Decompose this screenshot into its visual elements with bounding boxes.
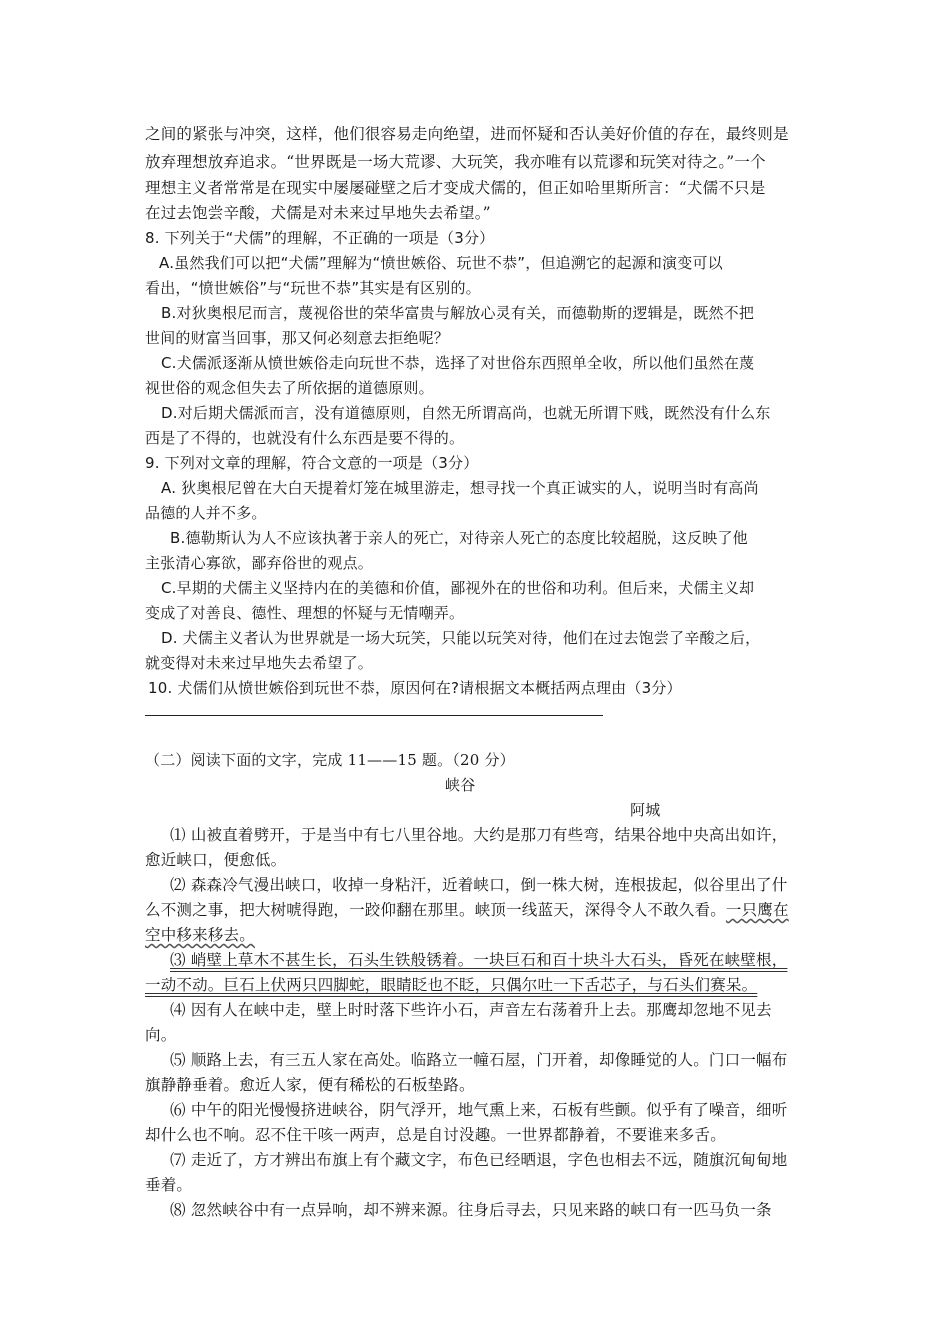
passage-line: 理想主义者常常是在现实中屡屡碰壁之后才变成犬儒的，但正如哈里斯所言：“犬儒不只是 <box>145 179 766 197</box>
question-9-option-a-cont: 品德的人并不多。 <box>145 504 267 522</box>
answer-line <box>145 715 603 716</box>
paragraph-6-cont: 却什么也不响。忍不住干咳一两声，总是自讨没趣。一世界都静着，不要谁来多舌。 <box>145 1126 726 1144</box>
paragraph-2-cont <box>145 900 789 920</box>
question-8-option-c-cont: 视世俗的观念但失去了所依据的道德原则。 <box>145 379 434 397</box>
paragraph-5: ⑸ 顺路上去，有三五人家在高处。临路立一幢石屋，门开着，却像睡觉的人。门口一幅布 <box>170 1051 788 1069</box>
wavy-underlined-text: 空中移来移去。 <box>145 926 255 944</box>
question-9-stem: 9. 下列对文章的理解，符合文意的一项是（3分） <box>145 454 479 472</box>
question-9-option-d: D. 犬儒主义者认为世界就是一场大玩笑，只能以玩笑对待，他们在过去饱尝了辛酸之后， <box>161 629 761 647</box>
passage-line: 放弃理想放弃追求。“世界既是一场大荒谬、大玩笑，我亦唯有以荒谬和玩笑对待之。”一个 <box>145 153 766 171</box>
question-9-option-d-cont: 就变得对未来过早地失去希望了。 <box>145 654 374 672</box>
question-9-option-c-cont: 变成了对善良、德性、理想的怀疑与无情嘲弄。 <box>145 604 465 622</box>
question-8-option-a-cont: 看出，“愤世嫉俗”与“玩世不恭”其实是有区别的。 <box>145 279 481 297</box>
wavy-underlined-text: 一只鹰在 <box>725 901 789 919</box>
paragraph-1: ⑴ 山被直着劈开，于是当中有七八里谷地。大约是那刀有些弯，结果谷地中央高出如许， <box>170 826 788 844</box>
question-9-option-b-cont: 主张清心寡欲，鄙弃俗世的观点。 <box>145 554 374 572</box>
question-9-option-a: A. 狄奥根尼曾在大白天提着灯笼在城里游走，想寻找一个真正诚实的人，说明当时有高尚 <box>161 479 759 497</box>
paragraph-1-cont: 愈近峡口，便愈低。 <box>145 851 287 869</box>
paragraph-3 <box>170 950 787 970</box>
paragraph-5-cont: 旗静静垂着。愈近人家，便有稀松的石板垫路。 <box>145 1076 475 1094</box>
question-8-option-c: C.犬儒派逐渐从愤世嫉俗走向玩世不恭，选择了对世俗东西照单全收，所以他们虽然在蔑 <box>161 354 755 372</box>
double-underlined-text: 一动不动。巨石上伏两只四脚蛇，眼睛眨也不眨，只偶尔吐一下舌芯子，与石头们赛呆。 <box>145 976 758 994</box>
question-8-stem: 8. 下列关于“犬儒”的理解，不正确的一项是（3分） <box>145 229 495 247</box>
question-8-option-d-cont: 西是了不得的，也就没有什么东西是要不得的。 <box>145 429 465 447</box>
question-8-option-a: A.虽然我们可以把“犬儒”理解为“愤世嫉俗、玩世不恭”，但追溯它的起源和演变可以 <box>159 254 723 272</box>
question-8-option-b-cont: 世间的财富当回事，那又何必刻意去拒绝呢？ <box>145 329 450 347</box>
question-9-option-b: B.德勒斯认为人不应该执著于亲人的死亡，对待亲人死亡的态度比较超脱，这反映了他 <box>170 529 748 547</box>
paragraph-4-cont: 向。 <box>145 1026 177 1044</box>
paragraph-2: ⑵ 森森冷气漫出峡口，收掉一身粘汗，近着峡口，倒一株大树，连根拔起，似谷里出了什 <box>170 876 788 894</box>
section-2-intro: （二）阅读下面的文字，完成 11——15 题。（20 分） <box>145 751 515 769</box>
passage-line: 之间的紧张与冲突，这样，他们很容易走向绝望，进而怀疑和否认美好价值的存在，最终则是 <box>145 125 789 143</box>
question-10-stem: 10. 犬儒们从愤世嫉俗到玩世不恭，原因何在?请根据文本概括两点理由（3分） <box>148 679 682 697</box>
paragraph-2-text: 么不测之事，把大树唬得跑，一跤仰翻在那里。峡顶一线蓝天，深得令人不敢久看。 <box>145 901 726 919</box>
question-8-option-d: D.对后期犬儒派而言，没有道德原则，自然无所谓高尚，也就无所谓下贱，既然没有什么东 <box>161 404 771 422</box>
passage-line: 在过去饱尝辛酸，犬儒是对未来过早地失去希望。” <box>145 204 491 222</box>
paragraph-4: ⑷ 因有人在峡中走，壁上时时落下些许小石，声音左右荡着升上去。那鹰却忽地不见去 <box>170 1001 772 1019</box>
story-author: 阿城 <box>630 801 661 819</box>
paragraph-8: ⑻ 忽然峡谷中有一点异响，却不辨来源。往身后寻去，只见来路的峡口有一匹马负一条 <box>170 1201 772 1219</box>
double-underlined-text: ⑶ 峭壁上草木不甚生长，石头生铁般锈着。一块巨石和百十块斗大石头，昏死在峡壁根， <box>170 951 788 969</box>
question-8-option-b: B.对狄奥根尼而言，蔑视俗世的荣华富贵与解放心灵有关，而德勒斯的逻辑是，既然不把 <box>161 304 755 322</box>
paragraph-7: ⑺ 走近了，方才辨出布旗上有个藏文字，布色已经晒退，字色也相去不远，随旗沉甸甸地 <box>170 1151 788 1169</box>
paragraph-2-cont <box>145 925 255 945</box>
paragraph-3-cont <box>145 975 757 995</box>
story-title: 峡谷 <box>445 776 476 794</box>
paragraph-7-cont: 垂着。 <box>145 1176 193 1194</box>
question-9-option-c: C.早期的犬儒主义坚持内在的美德和价值，鄙视外在的世俗和功利。但后来，犬儒主义却 <box>161 579 755 597</box>
paragraph-6: ⑹ 中午的阳光慢慢挤进峡谷，阴气浮开，地气熏上来，石板有些颤。似乎有了噪音，细听 <box>170 1101 788 1119</box>
